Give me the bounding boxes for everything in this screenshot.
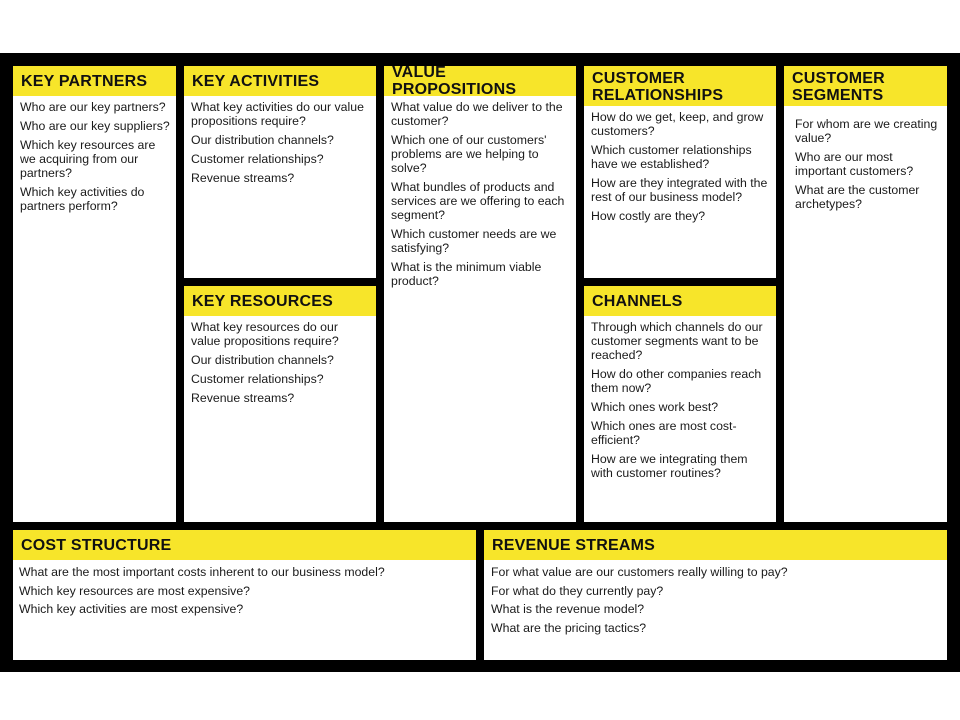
channels-questions xyxy=(584,316,776,480)
key-activities-block xyxy=(184,66,376,278)
question-item: Customer relationships? xyxy=(191,152,324,166)
question-item: Which key activities do partners perform? xyxy=(20,185,145,213)
question-item: Who are our most important customers? xyxy=(795,150,914,178)
question-item: Our distribution channels? xyxy=(191,353,334,367)
cost-structure-questions xyxy=(13,560,476,616)
question-item: For what do they currently pay? xyxy=(491,583,664,598)
question-item: How are we integrating them with customer routines? xyxy=(591,452,748,480)
question-item: How are they integrated with the rest of our business model? xyxy=(591,176,768,204)
channels-block xyxy=(584,286,776,522)
cost-structure-title: COST STRUCTURE xyxy=(13,530,476,560)
channels-title: CHANNELS xyxy=(584,286,776,316)
customer-relationships-title-line1: CUSTOMER xyxy=(592,70,685,87)
customer-segments-questions xyxy=(784,106,947,211)
key-partners-block xyxy=(13,66,176,522)
key-resources-questions xyxy=(184,316,376,405)
revenue-streams-block xyxy=(484,530,947,660)
question-item: Who are our key suppliers? xyxy=(20,119,170,133)
question-item: Which ones are most cost-efficient? xyxy=(591,419,737,447)
value-propositions-title: VALUE PROPOSITIONS xyxy=(384,66,576,96)
question-item: What key resources do our value propositions require? xyxy=(191,320,339,348)
question-item: Which one of our customers' problems are we helping to solve? xyxy=(391,133,547,175)
customer-relationships-block xyxy=(584,66,776,278)
customer-relationships-title-line2: RELATIONSHIPS xyxy=(592,87,724,104)
key-activities-title: KEY ACTIVITIES xyxy=(184,66,376,96)
question-item: Which key activities are most expensive? xyxy=(19,602,244,616)
question-item: What are the pricing tactics? xyxy=(491,620,647,635)
question-item: Which ones work best? xyxy=(591,400,719,414)
question-item: Which customer relationships have we established? xyxy=(591,143,752,171)
customer-segments-title xyxy=(784,66,947,106)
question-item: Our distribution channels? xyxy=(191,133,334,147)
question-item: What value do we deliver to the customer? xyxy=(391,100,563,128)
key-activities-questions xyxy=(184,96,376,185)
question-item: For what value are our customers really willing to pay? xyxy=(491,565,788,579)
customer-segments-title-line2: SEGMENTS xyxy=(792,87,884,104)
question-item: How costly are they? xyxy=(591,209,706,223)
question-item: Revenue streams? xyxy=(191,171,295,185)
key-resources-block xyxy=(184,286,376,522)
key-partners-questions xyxy=(13,96,176,213)
business-model-canvas xyxy=(0,53,960,672)
question-item: What are the customer archetypes? xyxy=(795,183,920,211)
question-item: How do other companies reach them now? xyxy=(591,367,762,395)
question-item: Revenue streams? xyxy=(191,391,295,405)
question-item: Who are our key partners? xyxy=(20,100,166,114)
question-item: For whom are we creating value? xyxy=(795,117,938,145)
revenue-streams-questions xyxy=(484,560,947,635)
customer-segments-block xyxy=(784,66,947,522)
question-item: What bundles of products and services are we offering to each segment? xyxy=(391,180,565,222)
question-item: What is the minimum viable product? xyxy=(391,260,542,288)
value-propositions-questions xyxy=(384,96,576,288)
customer-segments-title-line1: CUSTOMER xyxy=(792,70,885,87)
key-resources-title: KEY RESOURCES xyxy=(184,286,376,316)
question-item: Through which channels do our customer segments want to be reached? xyxy=(591,320,763,362)
revenue-streams-title: REVENUE STREAMS xyxy=(484,530,947,560)
customer-relationships-title xyxy=(584,66,776,106)
question-item: What is the revenue model? xyxy=(491,602,645,616)
customer-relationships-questions xyxy=(584,106,776,223)
question-item: Which key resources are most expensive? xyxy=(19,583,251,598)
question-item: Which key resources are we acquiring from our partners? xyxy=(20,138,156,180)
question-item: Customer relationships? xyxy=(191,372,324,386)
value-propositions-block xyxy=(384,66,576,522)
question-item: What are the most important costs inherent to our business model? xyxy=(19,565,385,579)
question-item: Which customer needs are we satisfying? xyxy=(391,227,557,255)
question-item: How do we get, keep, and grow customers? xyxy=(591,110,764,138)
question-item: What key activities do our value propositions require? xyxy=(191,100,364,128)
key-partners-title: KEY PARTNERS xyxy=(13,66,176,96)
cost-structure-block xyxy=(13,530,476,660)
